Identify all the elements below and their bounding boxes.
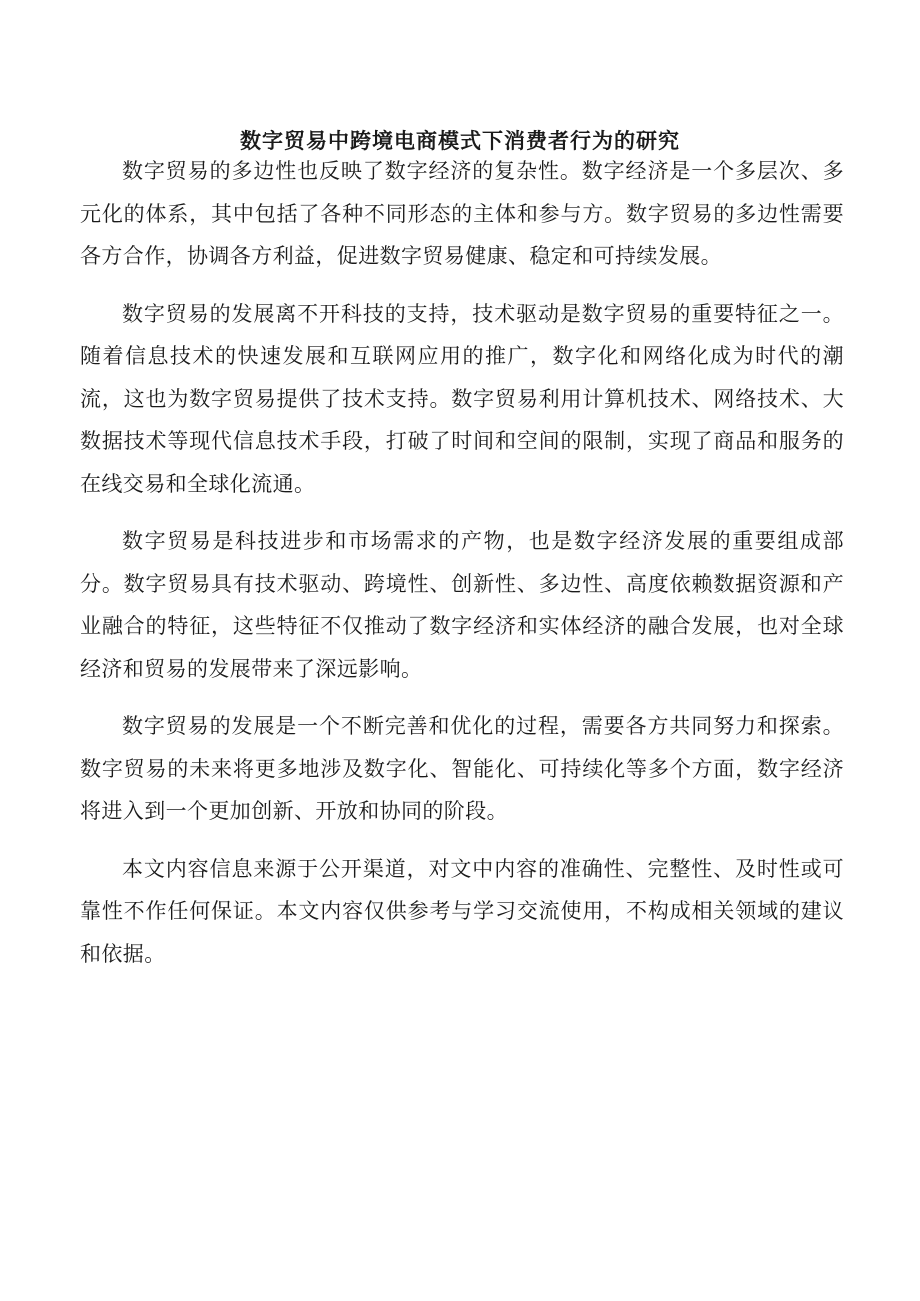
disclaimer-paragraph: 本文内容信息来源于公开渠道，对文中内容的准确性、完整性、及时性或可靠性不作任何保证。本文内容仅供参考与学习交流使用，不构成相关领域的建议和依据。 [80, 856, 844, 966]
paragraph: 数字贸易是科技进步和市场需求的产物，也是数字经济发展的重要组成部分。数字贸易具有技术驱动、跨境性、创新性、多边性、高度依赖数据资源和产业融合的特征，这些特征不仅推动了数字经济和实体经济的融合发展，也对全球经济和贸易的发展带来了深远影响。 [80, 529, 844, 681]
document-body [80, 150, 844, 990]
paragraph: 数字贸易的发展是一个不断完善和优化的过程，需要各方共同努力和探索。数字贸易的未来将更多地涉及数字化、智能化、可持续化等多个方面，数字经济将进入到一个更加创新、开放和协同的阶段。 [80, 714, 844, 823]
paragraph: 数字贸易的多边性也反映了数字经济的复杂性。数字经济是一个多层次、多元化的体系，其中包括了各种不同形态的主体和参与方。数字贸易的多边性需要各方合作，协调各方利益，促进数字贸易健康、稳定和可持续发展。 [80, 159, 844, 268]
document-title: 数字贸易中跨境电商模式下消费者行为的研究 [240, 128, 680, 153]
paragraph: 数字贸易的发展离不开科技的支持，技术驱动是数字贸易的重要特征之一。随着信息技术的快速发展和互联网应用的推广，数字化和网络化成为时代的潮流，这也为数字贸易提供了技术支持。数字贸易利用计算机技术、网络技术、大数据技术等现代信息技术手段，打破了时间和空间的限制，实现了商品和服务的在线交易和全球化流通。 [80, 301, 844, 496]
